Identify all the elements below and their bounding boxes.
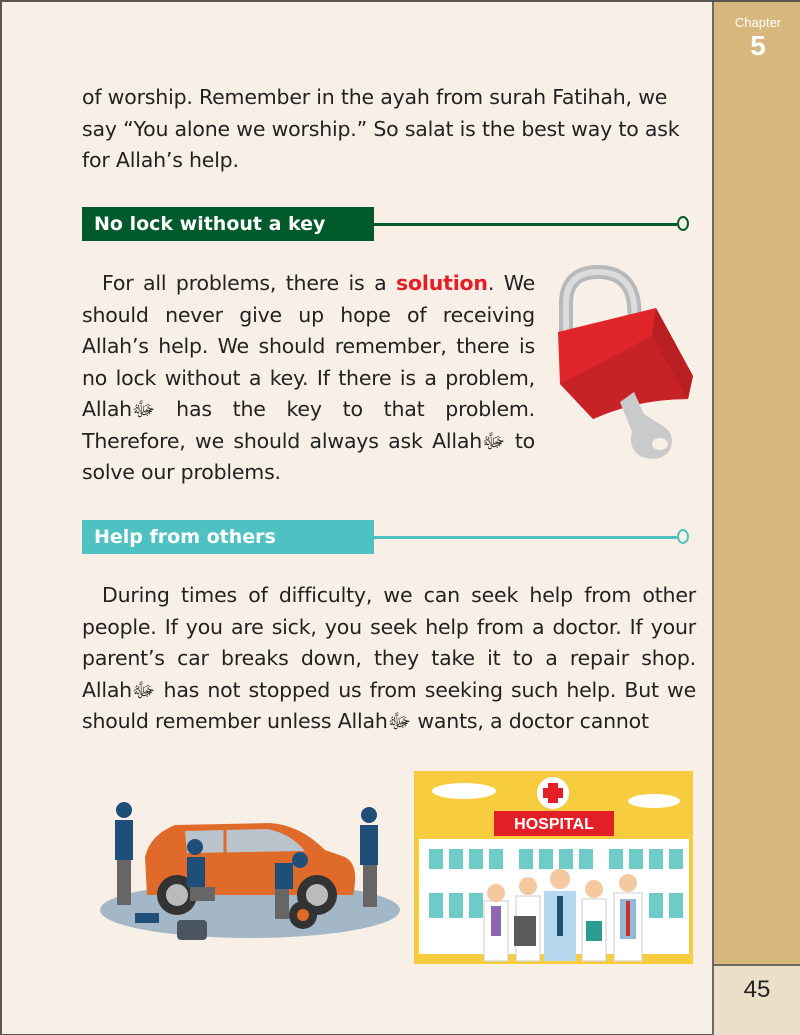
intro-paragraph: of worship. Remember in the ayah from surah Fatihah, we say “You alone we worship.” So salat is the best way to ask for Allah’s help.: [82, 85, 680, 172]
hospital-illustration: [414, 771, 693, 964]
paragraph-text: For all problems, there is a: [102, 271, 397, 295]
section-paragraph-no-lock: [82, 268, 535, 489]
chapter-tab: [712, 2, 800, 964]
section-title: No lock without a key: [82, 207, 374, 241]
section-divider-line: [374, 536, 677, 539]
highlight-word: solution: [396, 271, 488, 295]
section-title: Help from others: [82, 520, 374, 554]
padlock-with-key-illustration: [548, 264, 698, 464]
section-divider-end-dot: [677, 529, 689, 544]
hospital-sign: HOSPITAL: [514, 816, 594, 833]
section-divider-end-dot: [677, 216, 689, 231]
section-paragraph-help-from-others: During times of difficulty, we can seek help from other people. If you are sick, you seek help from a doctor. If your parent’s car breaks down, they take it to a repair shop. Allahﷻ has not stopped us from seeking such help. But we should remember unless Allahﷻ wants, a doctor cannot: [82, 583, 696, 733]
page-number-box: [712, 964, 800, 1035]
paragraph-text: . We should never give up hope of receiving Allah’s help. We should remember, there is no lock without a key. If there is a problem, Allahﷻ has the key to that problem. Therefore, we should always ask Allahﷻ to solve our problems.: [82, 271, 535, 484]
chapter-number: 5: [750, 30, 766, 61]
chapter-label: Chapter: [734, 15, 782, 30]
page-number: 45: [743, 976, 771, 1003]
car-repair-illustration: [95, 795, 405, 945]
section-divider-line: [374, 223, 677, 226]
